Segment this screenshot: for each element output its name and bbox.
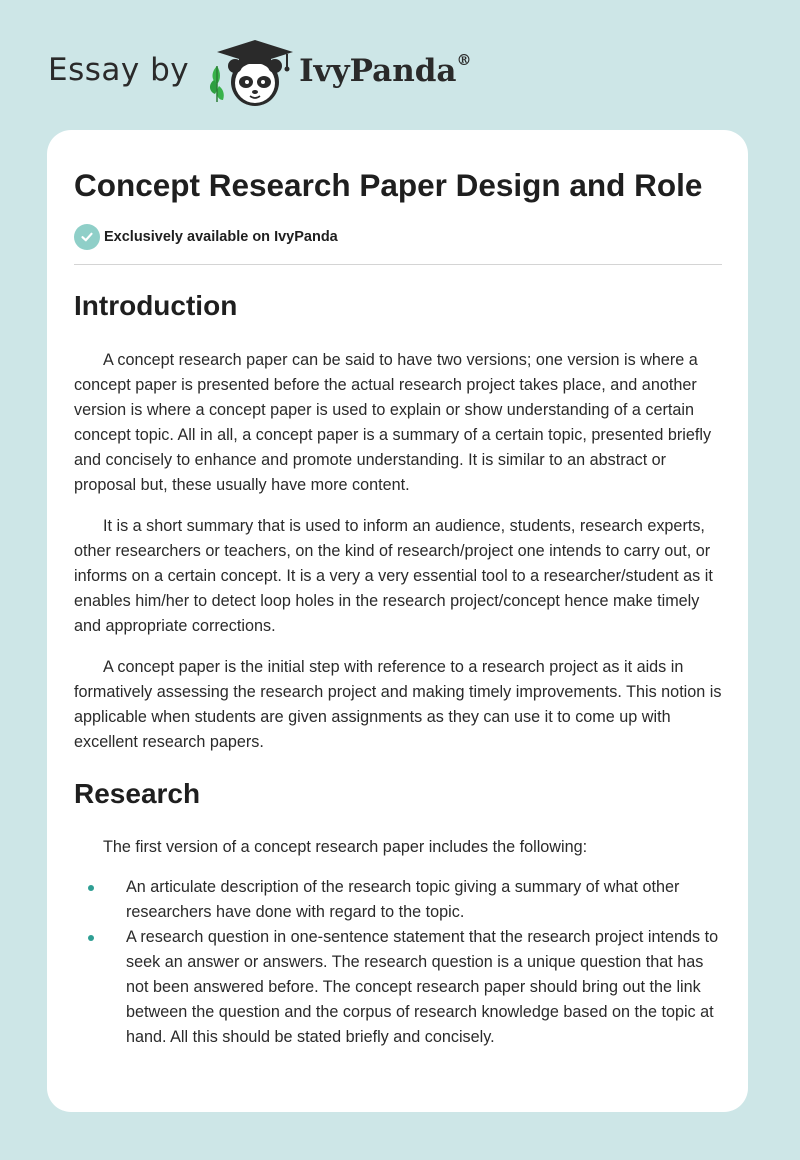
exclusive-badge <box>74 224 722 250</box>
page-title: Concept Research Paper Design and Role <box>74 167 703 203</box>
brand-name[interactable]: IvyPanda® <box>299 51 472 89</box>
list-item-text: A research question in one-sentence statement that the research project intends to seek an answer or answers. The research question is a unique question that has not been answered before. The concept research paper should bring out the link between the question and the corpus of research knowledge based on the topic at hand. All this should be stated briefly and concisely. <box>126 928 719 1046</box>
check-icon <box>74 224 100 250</box>
exclusive-label: Exclusively available on IvyPanda <box>104 229 338 245</box>
essay-by-label: Essay by <box>48 52 190 88</box>
paragraph: A concept research paper can be said to have two versions; one version is where a concept paper is presented before the actual research project takes place, and another version is where a concept paper is used to explain or show understanding of a certain concept topic. All in all, a concept paper is a summary of a certain topic, presented briefly and concisely to enhance and promote understanding. It is similar to an abstract or proposal but, these usually have more content. <box>74 351 712 494</box>
list-item <box>74 875 722 925</box>
registered-mark: ® <box>456 51 472 69</box>
section-heading-introduction: Introduction <box>74 290 238 321</box>
site-header <box>48 36 472 108</box>
paragraph: The first version of a concept research paper includes the following: <box>103 838 588 856</box>
panda-logo-icon[interactable] <box>203 36 299 108</box>
list-item <box>74 925 722 1050</box>
bullet-icon <box>88 885 94 891</box>
list-item-text: An articulate description of the research topic giving a summary of what other researchers have done with regard to the topic. <box>126 878 680 921</box>
paragraph: A concept paper is the initial step with reference to a research project as it aids in formatively assessing the research project and making timely improvements. This notion is applicable when students are given assignments as they can use it to come up with excellent research papers. <box>74 658 722 751</box>
bullet-list <box>74 875 722 1050</box>
bullet-icon <box>88 935 94 941</box>
paragraph: It is a short summary that is used to inform an audience, students, research experts, other researchers or teachers, on the kind of research/project one intends to carry out, or informs on a certain concept. It is a very a very essential tool to a researcher/student as it enables him/her to detect loop holes in the research project/concept hence make timely and appropriate corrections. <box>74 517 713 635</box>
article-content <box>74 164 722 1050</box>
section-heading-research: Research <box>74 778 201 809</box>
divider <box>74 264 722 265</box>
article-card <box>47 130 748 1112</box>
